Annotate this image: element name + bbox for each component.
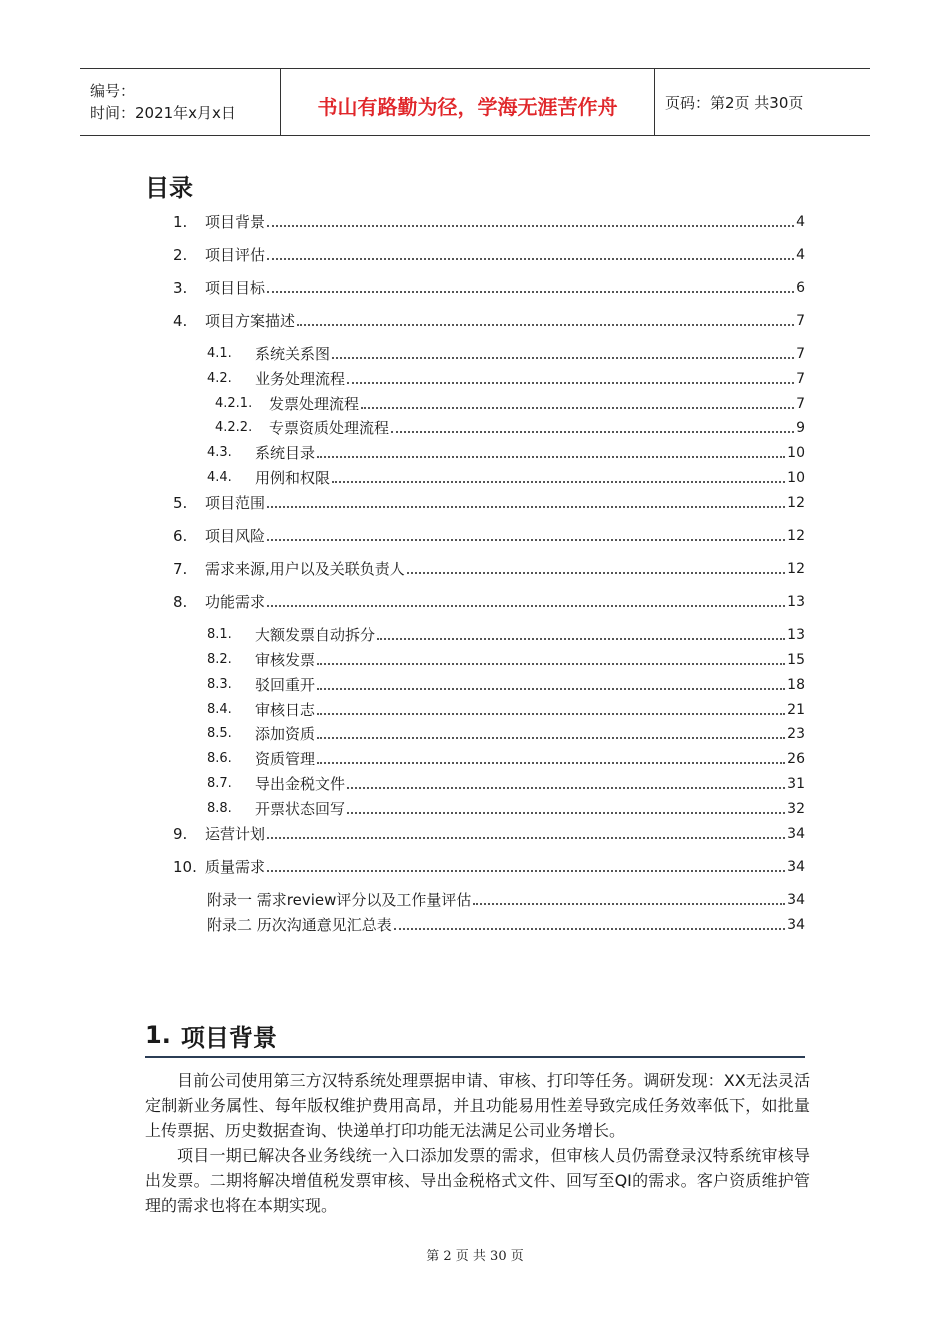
toc-entry-label: 审核发票 — [255, 651, 316, 669]
toc-title: 目录 — [145, 174, 193, 202]
toc-leader — [267, 539, 785, 541]
body-paragraph: 项目一期已解决各业务线统一入口添加发票的需求，但审核人员仍需登录汉特系统审核导出发票。二期将解决增值税发票审核、导出金税格式文件、回写至QI的需求。客户资质维护管理的需求也将在本期实现。 — [145, 1146, 810, 1215]
toc-leader — [317, 663, 785, 665]
toc-entry-label: 需求来源,用户以及关联负责人 — [205, 560, 405, 578]
toc-entry-page: 4 — [796, 214, 805, 230]
toc-entry-label: 项目评估 — [205, 246, 266, 264]
toc-entry-label: 系统关系图 — [255, 345, 331, 363]
toc-entry-page: 32 — [787, 801, 805, 817]
toc-entry-label: 添加资质 — [255, 725, 316, 743]
toc-leader — [317, 456, 785, 458]
toc-entry-label: 项目风险 — [205, 527, 266, 545]
toc-entry-page: 10 — [787, 470, 805, 486]
toc-entry-page: 10 — [787, 445, 805, 461]
toc-leader — [267, 605, 785, 607]
toc-entry-page: 7 — [796, 346, 805, 362]
toc-entry[interactable] — [145, 822, 805, 844]
toc-entry-page: 4 — [796, 247, 805, 263]
toc-entry-number: 4.2.1. — [215, 396, 253, 411]
toc-leader — [377, 638, 785, 640]
toc-entry[interactable] — [145, 416, 805, 438]
toc-leader — [317, 713, 785, 715]
toc-entry-page: 12 — [787, 561, 805, 577]
toc-entry-page: 7 — [796, 396, 805, 412]
toc-leader — [317, 737, 785, 739]
toc-entry[interactable] — [145, 441, 805, 463]
toc-leader — [317, 688, 785, 690]
toc-entry-page: 31 — [787, 776, 805, 792]
toc-entry-number: 4. — [173, 312, 188, 330]
toc-entry-number: 1. — [173, 213, 188, 231]
toc-entry-number: 8.8. — [207, 801, 232, 816]
toc-entry[interactable] — [145, 367, 805, 389]
toc-entry[interactable] — [145, 648, 805, 670]
toc-entry-number: 3. — [173, 279, 188, 297]
toc-entry[interactable] — [145, 309, 805, 331]
toc-entry[interactable] — [145, 342, 805, 364]
toc-entry-number: 5. — [173, 494, 188, 512]
toc-entry-label: 审核日志 — [255, 701, 316, 719]
document-number-label: 编号： — [90, 82, 136, 100]
toc-entry-number: 2. — [173, 246, 188, 264]
toc-entry[interactable] — [145, 276, 805, 298]
toc-entry[interactable] — [145, 243, 805, 265]
toc-entry-label: 功能需求 — [205, 593, 266, 611]
document-date: 时间：2021年x月x日 — [90, 104, 236, 122]
toc-leader — [391, 431, 794, 433]
toc-entry-label: 系统目录 — [255, 444, 316, 462]
toc-entry-label: 运营计划 — [205, 825, 266, 843]
toc-entry[interactable] — [145, 210, 805, 232]
toc-entry-number: 8.7. — [207, 776, 232, 791]
toc-entry[interactable] — [145, 913, 805, 935]
toc-entry-page: 15 — [787, 652, 805, 668]
toc-entry-label: 项目目标 — [205, 279, 266, 297]
toc-entry[interactable] — [145, 698, 805, 720]
header-motto: 书山有路勤为径，学海无涯苦作舟 — [281, 69, 655, 135]
toc-leader — [267, 506, 785, 508]
toc-entry-label: 专票资质处理流程 — [269, 419, 390, 437]
toc-entry[interactable] — [145, 557, 805, 579]
toc-leader — [267, 837, 785, 839]
toc-leader — [267, 291, 794, 293]
toc-entry[interactable] — [145, 524, 805, 546]
toc-entry-label: 项目范围 — [205, 494, 266, 512]
toc-leader — [394, 928, 785, 930]
toc-leader — [267, 870, 785, 872]
toc-entry[interactable] — [145, 797, 805, 819]
toc-entry-number: 7. — [173, 560, 188, 578]
toc-leader — [267, 225, 794, 227]
toc-entry-number: 8.2. — [207, 652, 232, 667]
toc-entry-number: 8.5. — [207, 726, 232, 741]
toc-entry-page: 7 — [796, 313, 805, 329]
toc-entry-label: 附录一 需求review评分以及工作量评估 — [207, 891, 472, 909]
section-body — [145, 1068, 810, 1218]
toc-entry-page: 9 — [796, 420, 805, 436]
toc-entry-page: 7 — [796, 371, 805, 387]
toc-entry-number: 4.1. — [207, 346, 232, 361]
toc-entry-label: 资质管理 — [255, 750, 316, 768]
toc-entry-number: 8.3. — [207, 677, 232, 692]
toc-entry-page: 6 — [796, 280, 805, 296]
toc-entry-number: 8. — [173, 593, 188, 611]
toc-entry-page: 18 — [787, 677, 805, 693]
toc-entry-label: 用例和权限 — [255, 469, 331, 487]
toc-leader — [347, 382, 794, 384]
toc-entry-label: 大额发票自动拆分 — [255, 626, 376, 644]
toc-entry-label: 项目方案描述 — [205, 312, 296, 330]
toc-entry-number: 6. — [173, 527, 188, 545]
toc-entry-page: 34 — [787, 826, 805, 842]
toc-entry-label: 附录二 历次沟通意见汇总表 — [207, 916, 392, 934]
toc-entry-page: 13 — [787, 594, 805, 610]
section-title: 项目背景 — [180, 1023, 277, 1052]
toc-entry-page: 34 — [787, 859, 805, 875]
toc-entry-number: 4.3. — [207, 445, 232, 460]
toc-entry[interactable] — [145, 772, 805, 794]
toc-leader — [473, 903, 785, 905]
page-footer: 第 2 页 共 30 页 — [426, 1249, 524, 1264]
header-page-info: 页码：第2页 共30页 — [665, 93, 804, 112]
toc-leader — [361, 407, 794, 409]
toc-entry-page: 21 — [787, 702, 805, 718]
toc-entry[interactable] — [145, 888, 805, 910]
toc-leader — [332, 481, 785, 483]
toc-entry-page: 34 — [787, 892, 805, 908]
toc-entry-number: 8.4. — [207, 702, 232, 717]
toc-leader — [347, 787, 785, 789]
toc-entry-label: 导出金税文件 — [255, 775, 346, 793]
toc-entry-number: 9. — [173, 825, 188, 843]
toc-entry-number: 4.4. — [207, 470, 232, 485]
toc-entry-page: 13 — [787, 627, 805, 643]
toc-entry-number: 8.1. — [207, 627, 232, 642]
toc-leader — [267, 258, 794, 260]
toc-entry-label: 项目背景 — [205, 213, 266, 231]
section-heading — [145, 1014, 805, 1058]
toc-entry-label: 发票处理流程 — [269, 395, 360, 413]
toc-entry[interactable] — [145, 747, 805, 769]
toc-entry-page: 34 — [787, 917, 805, 933]
toc-entry-page: 12 — [787, 495, 805, 511]
toc-entry-label: 业务处理流程 — [255, 370, 346, 388]
toc-entry[interactable] — [145, 466, 805, 488]
toc-entry-label: 驳回重开 — [255, 676, 316, 694]
toc-entry[interactable] — [145, 590, 805, 612]
toc-leader — [332, 357, 794, 359]
toc-leader — [297, 324, 794, 326]
toc-entry[interactable] — [145, 855, 805, 877]
page-header-table — [80, 68, 870, 136]
toc-entry-label: 质量需求 — [205, 858, 266, 876]
toc-entry[interactable] — [145, 623, 805, 645]
section-number: 1. — [145, 1021, 171, 1049]
toc-entry-number: 10. — [173, 858, 197, 876]
toc-entry[interactable] — [145, 722, 805, 744]
body-paragraph: 目前公司使用第三方汉特系统处理票据申请、审核、打印等任务。调研发现：XX无法灵活定制新业务属性、每年版权维护费用高昂，并且功能易用性差导致完成任务效率低下，如批量上传票据、历史数据查询、快递单打印功能无法满足公司业务增长。 — [145, 1071, 810, 1140]
toc-entry-page: 26 — [787, 751, 805, 767]
toc-entry[interactable] — [145, 491, 805, 513]
toc-entry[interactable] — [145, 673, 805, 695]
toc-entry-page: 23 — [787, 726, 805, 742]
toc-leader — [407, 572, 785, 574]
toc-entry-page: 12 — [787, 528, 805, 544]
toc-entry-label: 开票状态回写 — [255, 800, 346, 818]
toc-entry-number: 8.6. — [207, 751, 232, 766]
toc-entry[interactable] — [145, 392, 805, 414]
toc-leader — [347, 812, 785, 814]
header-meta — [80, 69, 281, 135]
toc-entry-number: 4.2.2. — [215, 420, 253, 435]
toc-entry-number: 4.2. — [207, 371, 232, 386]
toc-leader — [317, 762, 785, 764]
